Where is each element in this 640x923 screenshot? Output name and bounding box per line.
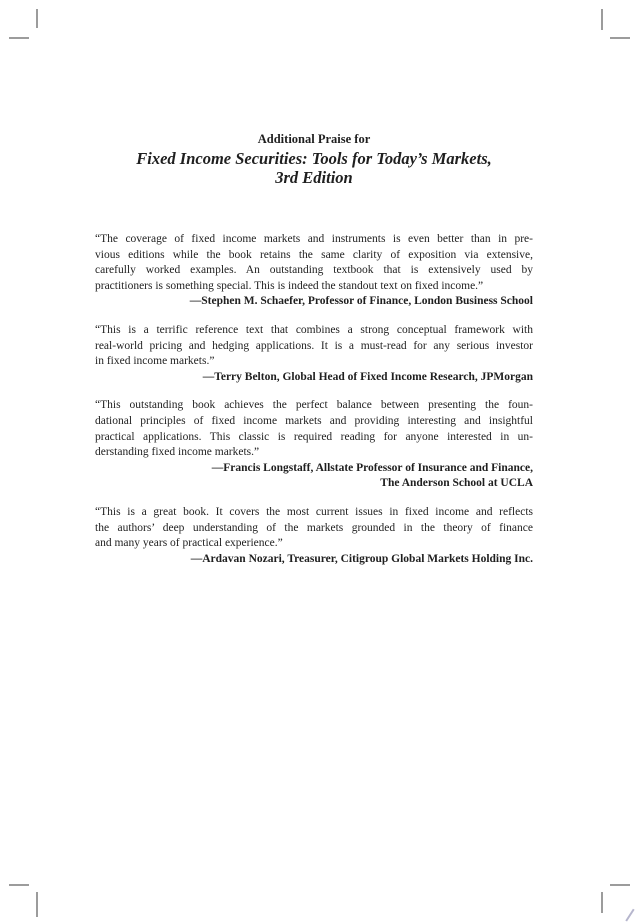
quote-line: in fixed income markets.”	[95, 355, 215, 368]
praise-page-content	[95, 0, 533, 567]
quote-line: the authors’ deep understanding of the markets grounded in the theory of finance	[95, 521, 533, 534]
quote-line: vious editions while the book retains the same clarity of exposition via extensive,	[95, 248, 533, 261]
praise-quote	[95, 323, 533, 385]
crop-mark-top-right-vertical	[601, 9, 603, 30]
book-title	[95, 149, 533, 187]
quote-line: “This is a great book. It covers the most current issues in fixed income and reflects	[95, 505, 533, 518]
quote-line: dational principles of fixed income markets and providing interesting and insightful	[95, 414, 533, 427]
corner-tick-mark	[625, 909, 634, 922]
praise-quote	[95, 398, 533, 492]
quote-attribution: —Francis Longstaff, Allstate Professor of Insurance and Finance,	[211, 461, 533, 474]
quote-line: practitioners is something special. This is indeed the standout text on fixed income.”	[95, 279, 484, 292]
quote-line: carefully worked examples. An outstanding textbook that is extensively used by	[95, 264, 533, 277]
praise-quotes-list	[95, 232, 533, 567]
crop-mark-top-left-horizontal	[9, 37, 29, 39]
crop-mark-top-right-horizontal	[610, 37, 630, 39]
book-title-line-2: 3rd Edition	[275, 168, 353, 187]
quote-attribution: The Anderson School at UCLA	[380, 477, 533, 490]
quote-attribution: —Ardavan Nozari, Treasurer, Citigroup Global Markets Holding Inc.	[190, 552, 533, 565]
crop-mark-bottom-left-horizontal	[9, 884, 29, 886]
crop-mark-bottom-right-vertical	[601, 892, 603, 913]
quote-line: practical applications. This classic is required reading for anyone interested in un-	[95, 430, 533, 443]
quote-line: real-world pricing and hedging applications. It is a must-read for any serious investor	[95, 339, 533, 352]
quote-line: “This outstanding book achieves the perfect balance between presenting the foun-	[95, 399, 533, 412]
quote-attribution: —Terry Belton, Global Head of Fixed Income Research, JPMorgan	[202, 370, 533, 383]
quote-attribution: —Stephen M. Schaefer, Professor of Finance, London Business School	[189, 295, 533, 308]
praise-quote	[95, 505, 533, 567]
praise-heading: Additional Praise for	[257, 132, 371, 146]
book-title-line-1: Fixed Income Securities: Tools for Today’s Markets,	[136, 149, 492, 168]
quote-line: and many years of practical experience.”	[95, 537, 283, 550]
quote-line: “The coverage of fixed income markets and instruments is even better than in pre-	[95, 233, 533, 245]
crop-mark-top-left-vertical	[36, 9, 38, 28]
quote-line: derstanding fixed income markets.”	[95, 446, 260, 459]
praise-quote	[95, 232, 533, 310]
crop-mark-bottom-left-vertical	[36, 892, 38, 917]
quote-line: “This is a terrific reference text that combines a strong conceptual framework with	[95, 323, 533, 336]
crop-mark-bottom-right-horizontal	[610, 884, 630, 886]
